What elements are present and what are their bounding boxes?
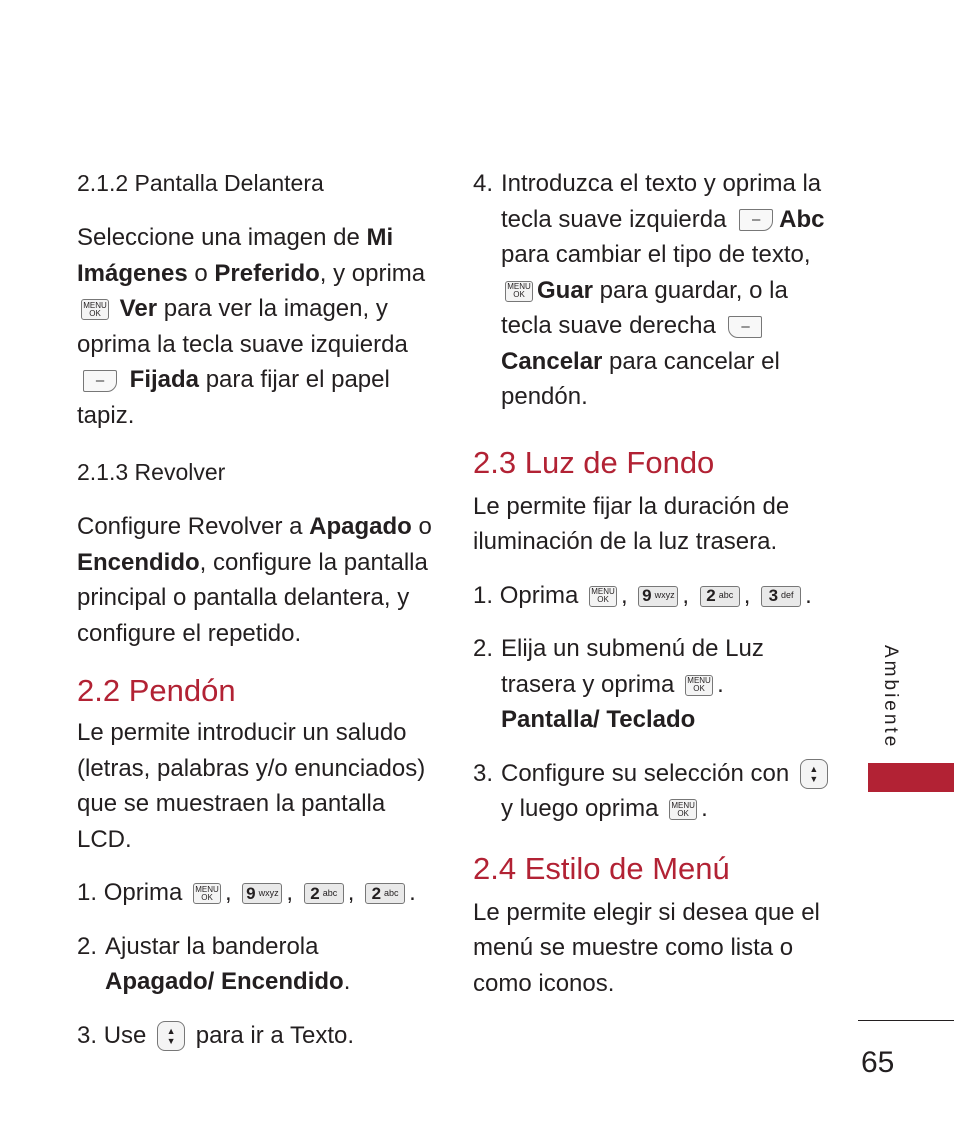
key-2-icon: 2 abc bbox=[304, 883, 344, 904]
right-column bbox=[473, 166, 833, 1001]
key-2-icon: 2 abc bbox=[700, 586, 740, 607]
left-column bbox=[77, 166, 437, 1053]
key-9-icon: 9 wxyz bbox=[242, 883, 282, 904]
section-side-label: Ambiente bbox=[880, 645, 901, 750]
paragraph-2-1-2: Seleccione una imagen de Mi Imágenes o Preferido, y oprima MENU OK Ver para ver la imagen, y oprima la tecla suave izquierda – Fijada para fijar el papel tapiz. bbox=[77, 224, 426, 429]
paragraph-2-1-3: Configure Revolver a Apagado o Encendido, configure la pantalla principal o pantalla delantera, y configure el repetido. bbox=[77, 513, 432, 647]
section-heading-2-3: 2.3 Luz de Fondo bbox=[473, 444, 715, 480]
list-item: 4. Introduzca el texto y oprima la tecla suave izquierda – Abc para cambiar el tipo de texto, MENU OK Guar para guardar, o la tecla suave derecha – Cancelar para cancelar el pendón. bbox=[473, 170, 825, 410]
left-soft-key-icon: – bbox=[83, 370, 117, 392]
key-2-icon: 2 abc bbox=[365, 883, 405, 904]
list-item: 1. Oprima MENU OK , 9 wxyz , 2 abc , 3 def . bbox=[473, 581, 812, 609]
page-number-rule bbox=[858, 1020, 954, 1021]
menu-ok-key-icon: MENU OK bbox=[589, 586, 617, 607]
menu-ok-key-icon: MENU OK bbox=[669, 799, 697, 820]
key-3-icon: 3 def bbox=[761, 586, 801, 607]
section-2-3-description: Le permite fijar la duración de iluminación de la luz trasera. bbox=[473, 492, 790, 555]
page-number: 65 bbox=[861, 1046, 895, 1079]
left-soft-key-icon: – bbox=[739, 209, 773, 231]
menu-ok-key-icon: MENU OK bbox=[193, 883, 221, 904]
section-tab-bar bbox=[868, 763, 954, 792]
nav-key-icon: ▲ ▼ bbox=[157, 1021, 185, 1051]
key-9-icon: 9 wxyz bbox=[638, 586, 678, 607]
subheading-2-1-3: 2.1.3 Revolver bbox=[77, 459, 226, 485]
section-heading-2-4: 2.4 Estilo de Menú bbox=[473, 850, 730, 886]
right-soft-key-icon: – bbox=[728, 316, 762, 338]
list-item: 2. Elija un submenú de Luz trasera y oprima MENU OK . Pantalla/ Teclado bbox=[473, 635, 764, 733]
subheading-2-1-2: 2.1.2 Pantalla Delantera bbox=[77, 170, 324, 196]
menu-ok-key-icon: MENU OK bbox=[81, 299, 109, 320]
list-item: 3. Configure su selección con ▲ ▼ y luego oprima MENU OK . bbox=[473, 756, 833, 827]
section-heading-2-2: 2.2 Pendón bbox=[77, 673, 236, 708]
list-item: 2. Ajustar la banderola Apagado/ Encendido. bbox=[77, 932, 351, 995]
list-item: 3. Use ▲ ▼ para ir a Texto. bbox=[77, 1018, 437, 1054]
list-item: 1. Oprima MENU OK , 9 wxyz , 2 abc , 2 abc . bbox=[77, 879, 416, 906]
nav-key-icon: ▲ ▼ bbox=[800, 759, 828, 789]
menu-ok-key-icon: MENU OK bbox=[505, 281, 533, 302]
menu-ok-key-icon: MENU OK bbox=[685, 675, 713, 696]
section-2-2-description: Le permite introducir un saludo (letras, palabras y/o enunciados) que se muestraen la pantalla LCD. bbox=[77, 719, 426, 853]
section-2-4-description: Le permite elegir si desea que el menú se muestre como lista o como iconos. bbox=[473, 898, 820, 997]
